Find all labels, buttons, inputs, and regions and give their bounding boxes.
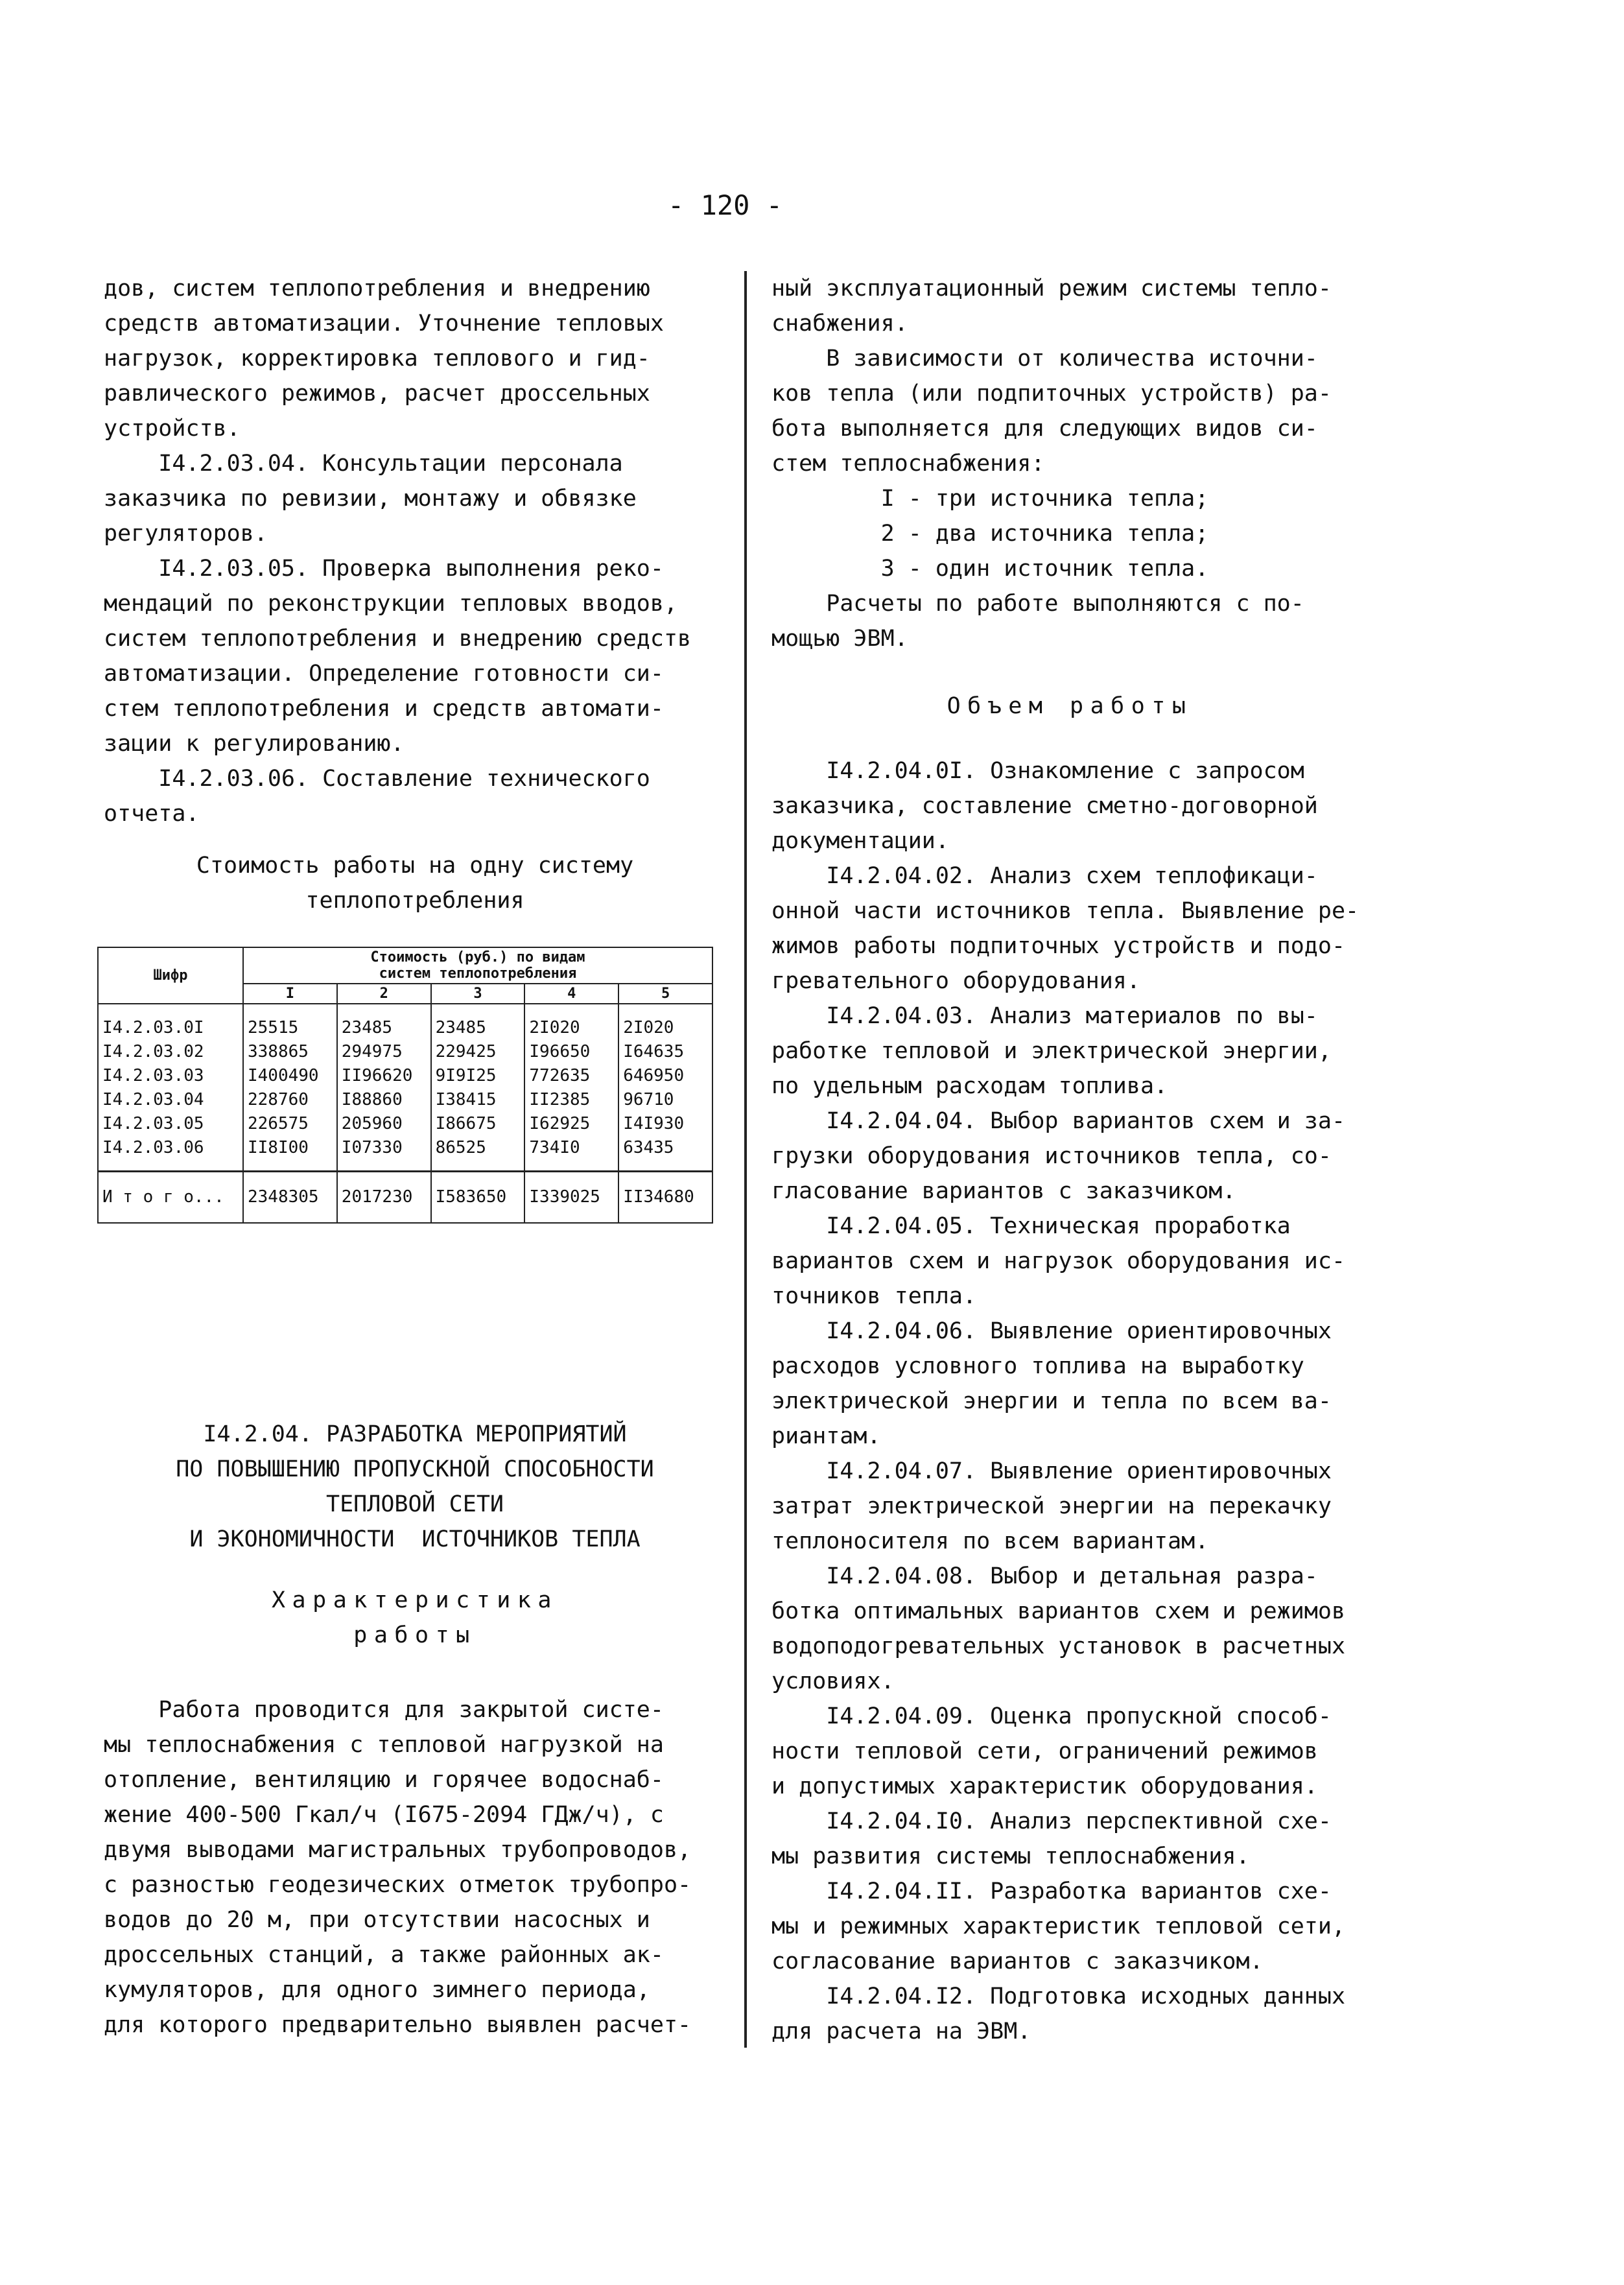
- text-line: кумуляторов, для одного зимнего периода,: [104, 1977, 650, 2003]
- text-line: документации.: [771, 828, 949, 854]
- text-line: снабжения.: [771, 311, 908, 337]
- text-line: заказчика, составление сметно-договорной: [771, 793, 1318, 819]
- table-row: [98, 1064, 712, 1088]
- table-cell: 229425: [431, 1040, 525, 1064]
- text-line: Расчеты по работе выполняются с по-: [771, 591, 1304, 617]
- total-row: [98, 1172, 712, 1224]
- text-line: ный эксплуатационный режим системы тепло-: [771, 276, 1332, 302]
- cost-header-line-2: систем теплопотребления: [379, 965, 577, 982]
- table-cell: II8I00: [243, 1136, 337, 1172]
- text-line: условиях.: [771, 1668, 895, 1694]
- table-title-line-1: Стоимость работы на одну систему: [196, 853, 634, 879]
- cipher-cell: I4.2.03.06: [98, 1136, 243, 1172]
- table-cell: 23485: [337, 1004, 431, 1040]
- table-cell: 646950: [618, 1064, 712, 1088]
- table-cell: 9I9I25: [431, 1064, 525, 1088]
- total-cell: I583650: [431, 1172, 525, 1224]
- table-row: [98, 1112, 712, 1136]
- table-cell: I07330: [337, 1136, 431, 1172]
- text-line: ности тепловой сети, ограничений режимов: [771, 1738, 1318, 1764]
- text-line: I4.2.04.06. Выявление ориентировочных: [771, 1318, 1332, 1344]
- table-cell: 205960: [337, 1112, 431, 1136]
- text-line: В зависимости от количества источни-: [771, 346, 1318, 372]
- text-line: вариантов схем и нагрузок оборудования ис-: [771, 1248, 1346, 1274]
- text-line: мы и режимных характеристик тепловой сети,: [771, 1913, 1346, 1939]
- cost-header-line-1: Стоимость (руб.) по видам: [370, 949, 585, 965]
- text-line: отчета.: [104, 801, 200, 827]
- table-cell: 772635: [524, 1064, 618, 1088]
- text-line: I4.2.04.08. Выбор и детальная разра-: [771, 1563, 1318, 1589]
- text-line: I4.2.04.02. Анализ схем теплофикаци-: [771, 863, 1318, 889]
- left-column: [104, 271, 726, 918]
- text-line: I4.2.04.05. Техническая проработка: [771, 1213, 1291, 1239]
- text-line: затрат электрической энергии на перекачку: [771, 1493, 1332, 1519]
- table-cell: 23485: [431, 1004, 525, 1040]
- cipher-cell: I4.2.03.05: [98, 1112, 243, 1136]
- text-line: I4.2.03.05. Проверка выполнения реко-: [104, 556, 664, 582]
- text-line: отопление, вентиляцию и горячее водоснаб-: [104, 1767, 664, 1793]
- text-line: I4.2.04.I2. Подготовка исходных данных: [771, 1983, 1346, 2009]
- section-title-line: И ЭКОНОМИЧНОСТИ ИСТОЧНИКОВ ТЕПЛА: [189, 1526, 641, 1552]
- table-cell: 338865: [243, 1040, 337, 1064]
- table-row: [98, 1136, 712, 1172]
- right-column: [771, 271, 1459, 2049]
- text-line: ботка оптимальных вариантов схем и режимов: [771, 1598, 1346, 1624]
- text-line: средств автоматизации. Уточнение тепловых: [104, 311, 664, 337]
- text-line: согласование вариантов с заказчиком.: [771, 1948, 1264, 1974]
- text-line: риантам.: [771, 1423, 881, 1449]
- text-line: I4.2.04.04. Выбор вариантов схем и за-: [771, 1108, 1346, 1134]
- cipher-header: Шифр: [98, 947, 243, 1004]
- text-line: теплоносителя по всем вариантам.: [771, 1528, 1209, 1554]
- table-title-line-2: теплопотребления: [305, 888, 524, 914]
- table-cell: 228760: [243, 1088, 337, 1112]
- text-line: стем теплоснабжения:: [771, 451, 1045, 477]
- table-cell: I4I930: [618, 1112, 712, 1136]
- section-title: [104, 1417, 726, 1653]
- table-cell: I86675: [431, 1112, 525, 1136]
- column-header: 3: [431, 984, 525, 1004]
- left-bottom-text: [104, 1692, 726, 2042]
- text-line: дов, систем теплопотребления и внедрению: [104, 276, 650, 302]
- section-title-line: ПО ПОВЫШЕНИЮ ПРОПУСКНОЙ СПОСОБНОСТИ: [176, 1456, 654, 1482]
- text-line: систем теплопотребления и внедрению средств: [104, 626, 692, 652]
- text-line: автоматизации. Определение готовности си-: [104, 661, 664, 687]
- cipher-cell: I4.2.03.02: [98, 1040, 243, 1064]
- text-line: мы теплоснабжения с тепловой нагрузкой на: [104, 1732, 664, 1758]
- text-line: для расчета на ЭВМ.: [771, 2019, 1031, 2044]
- column-header: 5: [618, 984, 712, 1004]
- table-cell: 734I0: [524, 1136, 618, 1172]
- text-line: I4.2.04.0I. Ознакомление с запросом: [771, 758, 1304, 784]
- table-cell: 86525: [431, 1136, 525, 1172]
- table-cell: II2385: [524, 1088, 618, 1112]
- text-line: заказчика по ревизии, монтажу и обвязке: [104, 486, 637, 512]
- table-cell: I96650: [524, 1040, 618, 1064]
- text-line: стем теплопотребления и средств автомати-: [104, 696, 664, 722]
- text-line: I4.2.04.09. Оценка пропускной способ-: [771, 1703, 1332, 1729]
- text-line: нагрузок, корректировка теплового и гид-: [104, 346, 650, 372]
- text-line: I4.2.04.II. Разработка вариантов схе-: [771, 1878, 1332, 1904]
- text-line: работке тепловой и электрической энергии,: [771, 1038, 1332, 1064]
- text-line: водоподогревательных установок в расчетных: [771, 1633, 1346, 1659]
- volume-heading: Объем работы: [947, 693, 1193, 719]
- page-number: - 120 -: [668, 189, 783, 221]
- section-title-line: ТЕПЛОВОЙ СЕТИ: [326, 1491, 504, 1517]
- column-header: 4: [524, 984, 618, 1004]
- text-line: гласование вариантов с заказчиком.: [771, 1178, 1236, 1204]
- cipher-cell: I4.2.03.03: [98, 1064, 243, 1088]
- text-line: водов до 20 м, при отсутствии насосных и: [104, 1907, 650, 1933]
- column-divider: [744, 271, 747, 2048]
- text-line: по удельным расходам топлива.: [771, 1073, 1168, 1099]
- text-line: электрической энергии и тепла по всем ва-: [771, 1388, 1332, 1414]
- text-line: I4.2.04.07. Выявление ориентировочных: [771, 1458, 1332, 1484]
- text-line: грузки оборудования источников тепла, со-: [771, 1143, 1332, 1169]
- table-cell: II96620: [337, 1064, 431, 1088]
- table-row: [98, 1040, 712, 1064]
- text-line: мендаций по реконструкции тепловых вводов,: [104, 591, 678, 617]
- text-line: гревательного оборудования.: [771, 968, 1140, 994]
- cipher-cell: I4.2.03.04: [98, 1088, 243, 1112]
- text-line: I4.2.03.04. Консультации персонала: [104, 451, 623, 477]
- text-line: ков тепла (или подпиточных устройств) ра-: [771, 381, 1332, 407]
- table-cell: 2I020: [524, 1004, 618, 1040]
- text-line: точников тепла.: [771, 1283, 977, 1309]
- text-line: дроссельных станций, а также районных ак-: [104, 1942, 664, 1968]
- cost-header: [243, 947, 712, 984]
- text-line: расходов условного топлива на выработку: [771, 1353, 1304, 1379]
- cipher-cell: I4.2.03.0I: [98, 1004, 243, 1040]
- table-cell: 63435: [618, 1136, 712, 1172]
- text-line: равлического режимов, расчет дроссельных: [104, 381, 650, 407]
- total-cell: I339025: [524, 1172, 618, 1224]
- table-cell: I64635: [618, 1040, 712, 1064]
- column-header: I: [243, 984, 337, 1004]
- table-row: [98, 1004, 712, 1040]
- text-line: 2 - два источника тепла;: [771, 521, 1209, 547]
- cost-table: [97, 947, 713, 1224]
- text-line: зации к регулированию.: [104, 731, 405, 757]
- table-cell: 96710: [618, 1088, 712, 1112]
- text-line: и допустимых характеристик оборудования.: [771, 1773, 1318, 1799]
- text-line: мы развития системы теплоснабжения.: [771, 1843, 1250, 1869]
- text-line: с разностью геодезических отметок трубопро-: [104, 1872, 692, 1898]
- total-label: И т о г о...: [98, 1172, 243, 1224]
- text-line: для которого предварительно выявлен расчет-: [104, 2012, 692, 2038]
- total-cell: 2017230: [337, 1172, 431, 1224]
- table-cell: 294975: [337, 1040, 431, 1064]
- text-line: жение 400-500 Гкал/ч (I675-2094 ГДж/ч), с: [104, 1802, 664, 1828]
- table-cell: 226575: [243, 1112, 337, 1136]
- table-cell: I62925: [524, 1112, 618, 1136]
- table-cell: I88860: [337, 1088, 431, 1112]
- text-line: регуляторов.: [104, 521, 268, 547]
- text-line: I4.2.03.06. Составление технического: [104, 766, 650, 792]
- text-line: I - три источника тепла;: [771, 486, 1209, 512]
- total-cell: 2348305: [243, 1172, 337, 1224]
- text-line: устройств.: [104, 416, 241, 442]
- table-title: [104, 848, 726, 918]
- characteristics-heading-2: работы: [353, 1622, 477, 1648]
- text-line: бота выполняется для следующих видов си-: [771, 416, 1318, 442]
- column-header: 2: [337, 984, 431, 1004]
- table-cell: I38415: [431, 1088, 525, 1112]
- characteristics-heading-1: Характеристика: [271, 1587, 558, 1613]
- table-cell: I400490: [243, 1064, 337, 1088]
- table-cell: 2I020: [618, 1004, 712, 1040]
- text-line: двумя выводами магистральных трубопроводов,: [104, 1837, 692, 1863]
- text-line: I4.2.04.I0. Анализ перспективной схе-: [771, 1808, 1332, 1834]
- section-title-line: I4.2.04. РАЗРАБОТКА МЕРОПРИЯТИЙ: [203, 1421, 627, 1447]
- table-cell: 25515: [243, 1004, 337, 1040]
- text-line: мощью ЭВМ.: [771, 626, 908, 652]
- table-row: [98, 1088, 712, 1112]
- left-top-text: [104, 271, 726, 831]
- text-line: онной части источников тепла. Выявление ре-: [771, 898, 1359, 924]
- text-line: 3 - один источник тепла.: [771, 556, 1209, 582]
- text-line: Работа проводится для закрытой систе-: [104, 1697, 664, 1723]
- text-line: жимов работы подпиточных устройств и подо-: [771, 933, 1346, 959]
- text-line: I4.2.04.03. Анализ материалов по вы-: [771, 1003, 1318, 1029]
- total-cell: II34680: [618, 1172, 712, 1224]
